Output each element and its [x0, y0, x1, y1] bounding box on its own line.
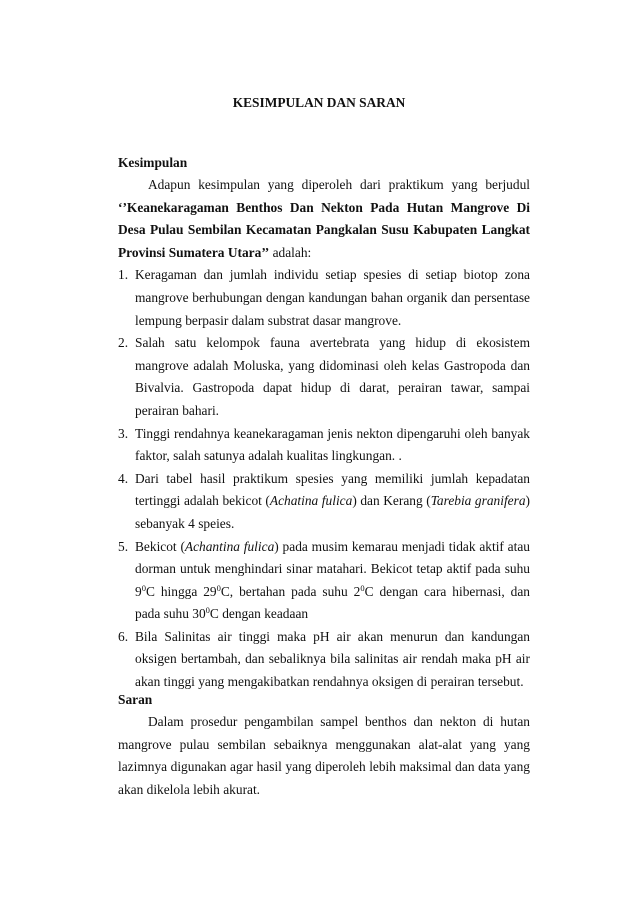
degree-superscript: 0 — [360, 582, 365, 593]
intro-post: adalah: — [269, 244, 312, 260]
degree-superscript: 0 — [216, 582, 221, 593]
item-number: 3. — [118, 425, 129, 441]
item-text: ) dan Kerang ( — [352, 493, 431, 509]
kesimpulan-list — [118, 264, 530, 693]
intro-title: ‘’Keanekaragaman Benthos Dan Nekton Pada Hutan Mangrove Di Desa Pulau Sembilan Kecamatan Pangkalan Susu Kabupaten Langkat Provinsi Sumatera Utara’’ — [118, 199, 530, 260]
page-title: KESIMPULAN DAN SARAN — [232, 95, 406, 110]
list-item — [118, 423, 530, 468]
item-text: C dengan keadaan — [209, 606, 309, 622]
item-text: C dengan cara hibernasi, dan pada suhu 30 — [135, 583, 531, 622]
species-name: Achantina fulica — [184, 538, 275, 554]
degree-superscript: 0 — [205, 605, 210, 616]
item-number: 4. — [118, 470, 129, 486]
item-text: Tinggi rendahnya keanekaragaman jenis nekton dipengaruhi oleh banyak faktor, salah satunya adalah kualitas lingkungan. . — [135, 425, 530, 464]
intro-pre: Adapun kesimpulan yang diperoleh dari praktikum yang berjudul — [148, 177, 530, 192]
item-text: C, bertahan pada suhu 2 — [220, 583, 361, 599]
item-text: Salah satu kelompok fauna avertebrata yang hidup di ekosistem mangrove adalah Moluska, yang didominasi oleh kelas Gastropoda dan Bivalvia. Gastropoda dapat hidup di darat, perairan tawar, sampai perairan bahari. — [135, 335, 530, 418]
saran-section — [118, 689, 530, 801]
kesimpulan-heading: Kesimpulan — [118, 155, 188, 170]
item-text: Keragaman dan jumlah individu setiap spesies di setiap biotop zona mangrove berhubungan dengan kandungan bahan organik dan persentase lempung berpasir dalam substrat dasar mangrove. — [135, 267, 530, 328]
item-number: 6. — [118, 628, 129, 644]
saran-heading: Saran — [118, 692, 153, 707]
list-item — [118, 264, 530, 332]
species-name: Achatina fulica — [269, 493, 353, 509]
kesimpulan-section — [118, 152, 530, 694]
kesimpulan-intro — [118, 174, 530, 264]
item-text: Bekicot ( — [135, 538, 185, 554]
species-name: Tarebia granifera — [430, 493, 526, 509]
item-text: Dari tabel hasil praktikum spesies yang memiliki jumlah kepadatan tertinggi adalah bekicot ( — [135, 470, 530, 509]
item-text: Bila Salinitas air tinggi maka pH air akan menurun dan kandungan oksigen bertambah, dan sebaliknya bila salinitas air rendah maka pH air akan tinggi yang mengakibatkan rendahnya oksigen di perairan tersebut. — [135, 628, 530, 690]
item-text: ) sebanyak 4 speies. — [135, 493, 530, 531]
degree-superscript: 0 — [141, 582, 146, 593]
list-item — [118, 468, 530, 536]
list-item — [118, 332, 530, 422]
item-number: 2. — [118, 335, 129, 351]
list-item — [118, 626, 530, 694]
item-text: ) pada musim kemarau menjadi tidak aktif atau dorman untuk menghindari sinar matahari. Bekicot tetap aktif pada suhu 9 — [135, 538, 530, 599]
item-text: C hingga 29 — [145, 583, 217, 599]
list-item — [118, 536, 530, 626]
item-number: 5. — [118, 538, 129, 554]
item-number: 1. — [118, 267, 129, 283]
saran-text: Dalam prosedur pengambilan sampel benthos dan nekton di hutan mangrove pulau sembilan sebaiknya menggunakan alat-alat yang yang lazimnya digunakan agar hasil yang diperoleh lebih maksimal dan data yang akan dikelola lebih akurat. — [118, 714, 530, 797]
